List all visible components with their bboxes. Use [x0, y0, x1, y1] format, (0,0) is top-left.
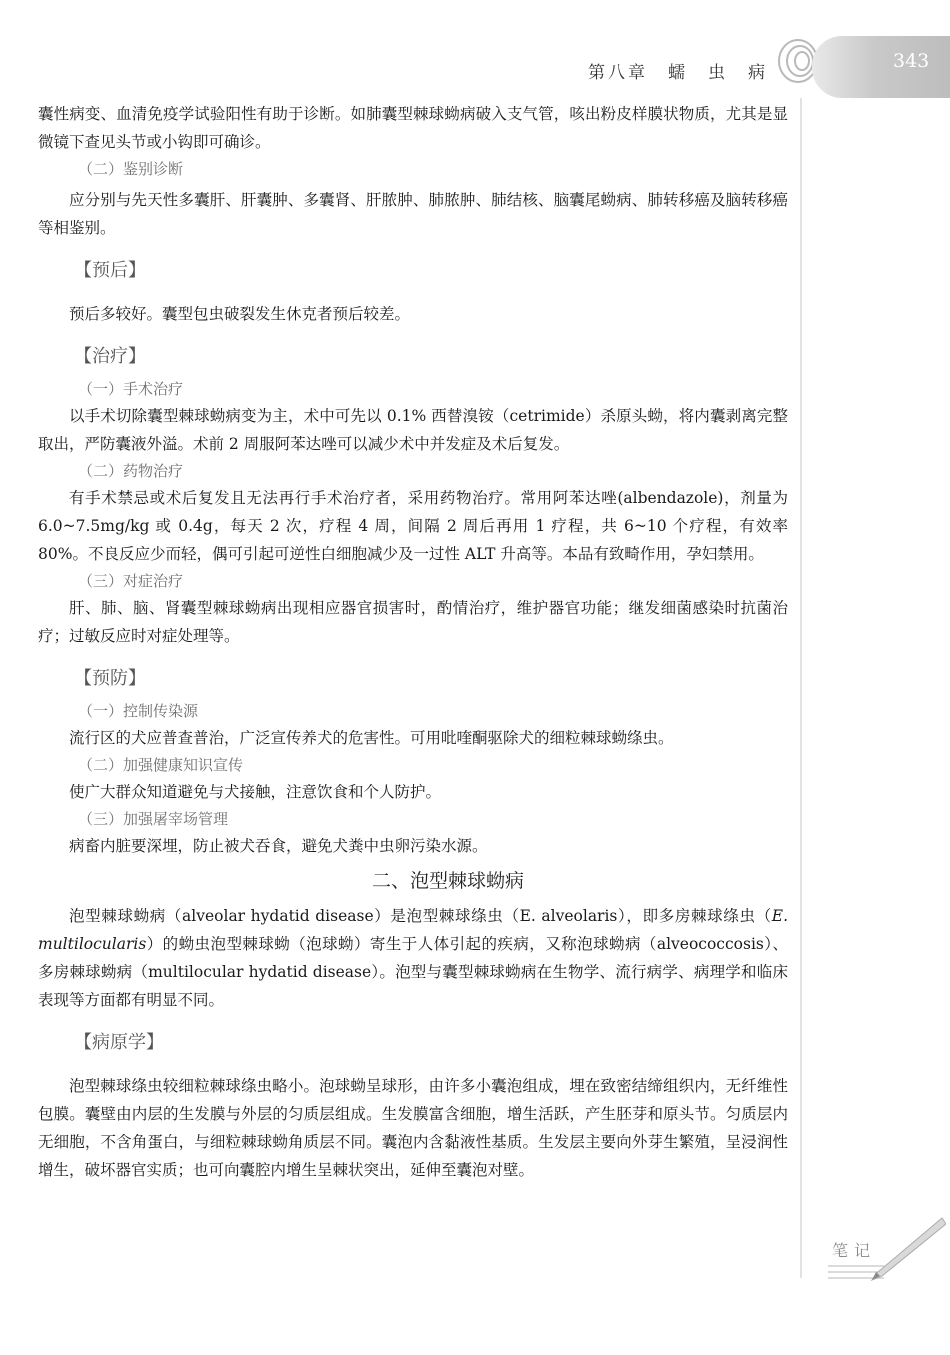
paragraph: 肝、肺、脑、肾囊型棘球蚴病出现相应器官损害时，酌情治疗，维护器官功能；继发细菌感染时抗菌治疗；过敏反应时对症处理等。	[38, 599, 788, 645]
page-body	[38, 100, 788, 1184]
subheading-symptomatic-therapy: （三）对症治疗	[78, 572, 184, 590]
paragraph: 囊性病变、血清免疫学试验阳性有助于诊断。如肺囊型棘球蚴病破入支气管，咳出粉皮样膜状物质，尤其是显微镜下查见头节或小钩即可确诊。	[38, 105, 788, 151]
page-number-tab	[812, 36, 950, 98]
heading-prevention: 【预防】	[74, 668, 146, 689]
subheading-slaughterhouse: （三）加强屠宰场管理	[78, 810, 229, 828]
paragraph: 预后多较好。囊型包虫破裂发生休克者预后较差。	[69, 305, 411, 323]
subheading-surgery: （一）手术治疗	[78, 380, 184, 398]
text-run: 泡型棘球蚴病（alveolar hydatid disease）是泡型棘球绦虫（E. alveolaris），即多房棘球绦虫（	[69, 907, 772, 925]
paragraph: 以手术切除囊型棘球蚴病变为主，术中可先以 0.1% 西替溴铵（cetrimide）杀原头蚴，将内囊剥离完整取出，严防囊液外溢。术前 2 周服阿苯达唑可以减少术中并发症及术后复发。	[38, 407, 788, 453]
paragraph-alveolar-intro	[38, 902, 788, 1014]
text-run: ）的蚴虫泡型棘球蚴（泡球蚴）寄生于人体引起的疾病，又称泡球蚴病（alveococcosis）、多房棘球蚴病（multilocular hydatid disease）。泡型与囊型棘球蚴病在生物学、流行病学、病理学和临床表现等方面都有明显不同。	[38, 935, 788, 1009]
species-name-italic: E. multilocularis	[38, 907, 788, 953]
paragraph: 泡型棘球绦虫较细粒棘球绦虫略小。泡球蚴呈球形，由许多小囊泡组成，埋在致密结缔组织内，无纤维性包膜。囊壁由内层的生发膜与外层的匀质层组成。生发膜富含细胞，增生活跃，产生胚芽和原头节。匀质层内无细胞，不含角蛋白，与细粒棘球蚴角质层不同。囊泡内含黏液性基质。生发层主要向外芽生繁殖，呈浸润性增生，破坏器官实质；也可向囊腔内增生呈棘状突出，延伸至囊泡对壁。	[38, 1077, 788, 1179]
paragraph: 应分别与先天性多囊肝、肝囊肿、多囊肾、肝脓肿、肺脓肿、肺结核、脑囊尾蚴病、肺转移癌及脑转移癌等相鉴别。	[38, 191, 788, 237]
heading-etiology: 【病原学】	[74, 1032, 164, 1053]
heading-treatment: 【治疗】	[74, 346, 146, 367]
subheading-drug-therapy: （二）药物治疗	[78, 462, 184, 480]
paragraph: 使广大群众知道避免与犬接触，注意饮食和个人防护。	[69, 783, 442, 801]
subheading-control-source: （一）控制传染源	[78, 702, 199, 720]
paragraph: 流行区的犬应普查普治，广泛宣传养犬的危害性。可用吡喹酮驱除犬的细粒棘球蚴绦虫。	[69, 729, 674, 747]
heading-prognosis: 【预后】	[74, 260, 146, 281]
pen-icon	[858, 1216, 946, 1282]
running-head: 第八章 蠕 虫 病	[588, 63, 768, 83]
section-title: 二、泡型棘球蚴病	[371, 870, 524, 892]
subheading-differential-diagnosis: （二）鉴别诊断	[78, 160, 184, 178]
subheading-health-education: （二）加强健康知识宣传	[78, 756, 244, 774]
paragraph: 有手术禁忌或术后复发且无法再行手术治疗者，采用药物治疗。常用阿苯达唑(albendazole)，剂量为 6.0~7.5mg/kg 或 0.4g，每天 2 次，疗程 4 周，间隔 2 周后再用 1 疗程，共 6~10 个疗程，有效率80%。不良反应少而轻，偶可引起可逆性白细胞减少及一过性 ALT 升高等。本品有致畸作用，孕妇禁用。	[38, 489, 788, 563]
paragraph: 病畜内脏要深埋，防止被犬吞食，避免犬粪中虫卵污染水源。	[69, 837, 488, 855]
notes-label: 笔记	[832, 1241, 877, 1260]
margin-rule	[800, 98, 802, 1278]
page-number: 343	[893, 50, 930, 72]
